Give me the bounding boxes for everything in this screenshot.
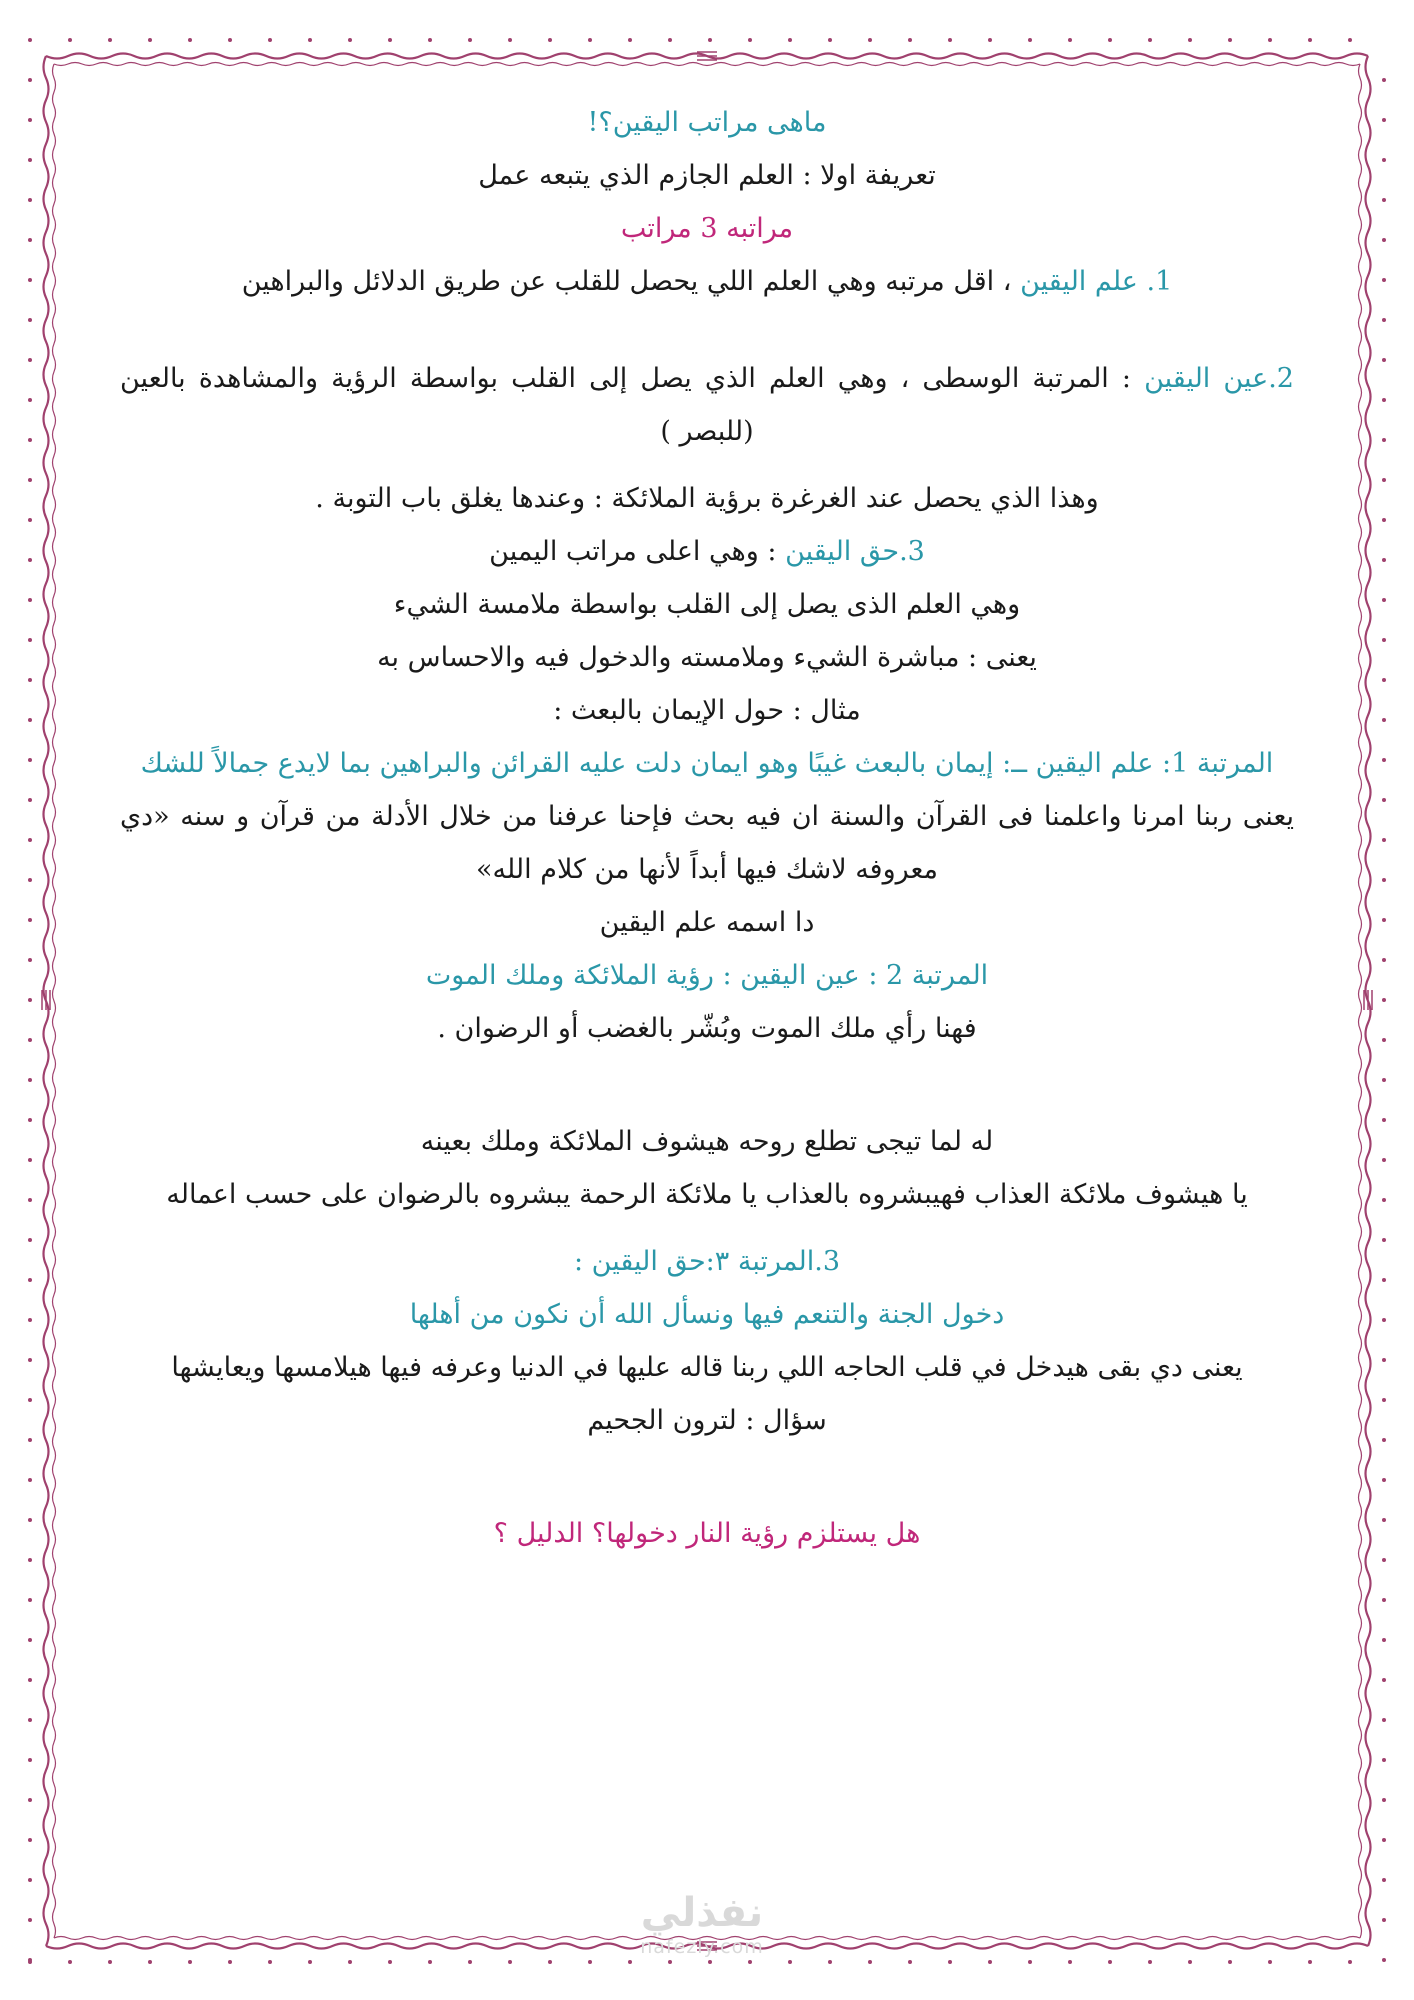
level3-line2: يعنى : مباشرة الشيء وملامسته والدخول فيه والاحساس به xyxy=(377,642,1037,673)
level3-line1: وهي العلم الذى يصل إلى القلب بواسطة ملامسة الشيء xyxy=(393,589,1021,620)
rank3-body: يعنى دي بقى هيدخل في قلب الحاجه اللي ربنا قاله عليها في الدنيا وعرفه فيها هيلامسها ويعايشها xyxy=(171,1352,1243,1383)
site-watermark xyxy=(612,1890,792,1958)
soul-line1: له لما تيجى تطلع روحه هيشوف الملائكة وملك بعينه xyxy=(420,1126,994,1157)
soul-line2: يا هيشوف ملائكة العذاب فهيبشروه بالعذاب يا ملائكة الرحمة يبشروه بالرضوان على حسب اعماله xyxy=(166,1179,1248,1210)
watermark-url: nafezly.com xyxy=(640,1936,764,1958)
level3-text: : وهي اعلى مراتب اليمين xyxy=(489,536,786,567)
final-question: هل يستلزم رؤية النار دخولها؟ الدليل ؟ xyxy=(493,1518,921,1549)
level3-paragraph xyxy=(120,525,1294,578)
example-line: مثال : حول الإيمان بالبعث : xyxy=(553,695,861,726)
level1-name: 1. علم اليقين xyxy=(1020,266,1173,297)
rank2-heading: المرتبة 2 : عين اليقين : رؤية الملائكة وملك الموت xyxy=(425,960,989,991)
definition-line: تعريفة اولا : العلم الجازم الذي يتبعه عمل xyxy=(478,160,936,191)
rank1-body: يعنى ربنا امرنا واعلمنا فى القرآن والسنة ان فيه بحث فإحنا عرفنا من خلال الأدلة من قرآن و سنه «دي معروفه لاشك فيها أبداً لأنها من كلام الله» xyxy=(120,801,1294,885)
level1-text: ، اقل مرتبه وهي العلم اللي يحصل للقلب عن طريق الدلائل والبراهين xyxy=(241,266,1021,297)
rank3-subheading: دخول الجنة والتنعم فيها ونسأل الله أن نكون من أهلها xyxy=(409,1299,1005,1330)
level3-name: 3.حق اليقين xyxy=(785,536,925,567)
question-line: سؤال : لترون الجحيم xyxy=(587,1405,827,1436)
rank1-name: دا اسمه علم اليقين xyxy=(599,907,815,938)
document-body xyxy=(120,96,1294,1560)
rank2-body: فهنا رأي ملك الموت وبُشّر بالغضب أو الرضوان . xyxy=(437,1013,977,1044)
level2-paragraph xyxy=(120,352,1294,458)
page-title: ماهى مراتب اليقين؟! xyxy=(587,107,827,138)
watermark-logo-text: نفذلي xyxy=(640,1890,764,1936)
level2-name: 2.عين اليقين xyxy=(1144,363,1294,394)
level2-text: : المرتبة الوسطى ، وهي العلم الذي يصل إلى القلب بواسطة الرؤية والمشاهدة بالعين (للبصر ) xyxy=(120,363,1145,447)
level1-paragraph xyxy=(120,255,1294,308)
gharghara-line: وهذا الذي يحصل عند الغرغرة برؤية الملائكة : وعندها يغلق باب التوبة . xyxy=(315,483,1099,514)
rank3-heading: 3.المرتبة ٣:حق اليقين : xyxy=(573,1246,841,1277)
rank1-heading: المرتبة 1: علم اليقين ــ: إيمان بالبعث غيبًا وهو ايمان دلت عليه القرائن والبراهين بما لايدع جمالاً للشك xyxy=(140,748,1274,779)
levels-count: مراتبه 3 مراتب xyxy=(620,213,794,244)
